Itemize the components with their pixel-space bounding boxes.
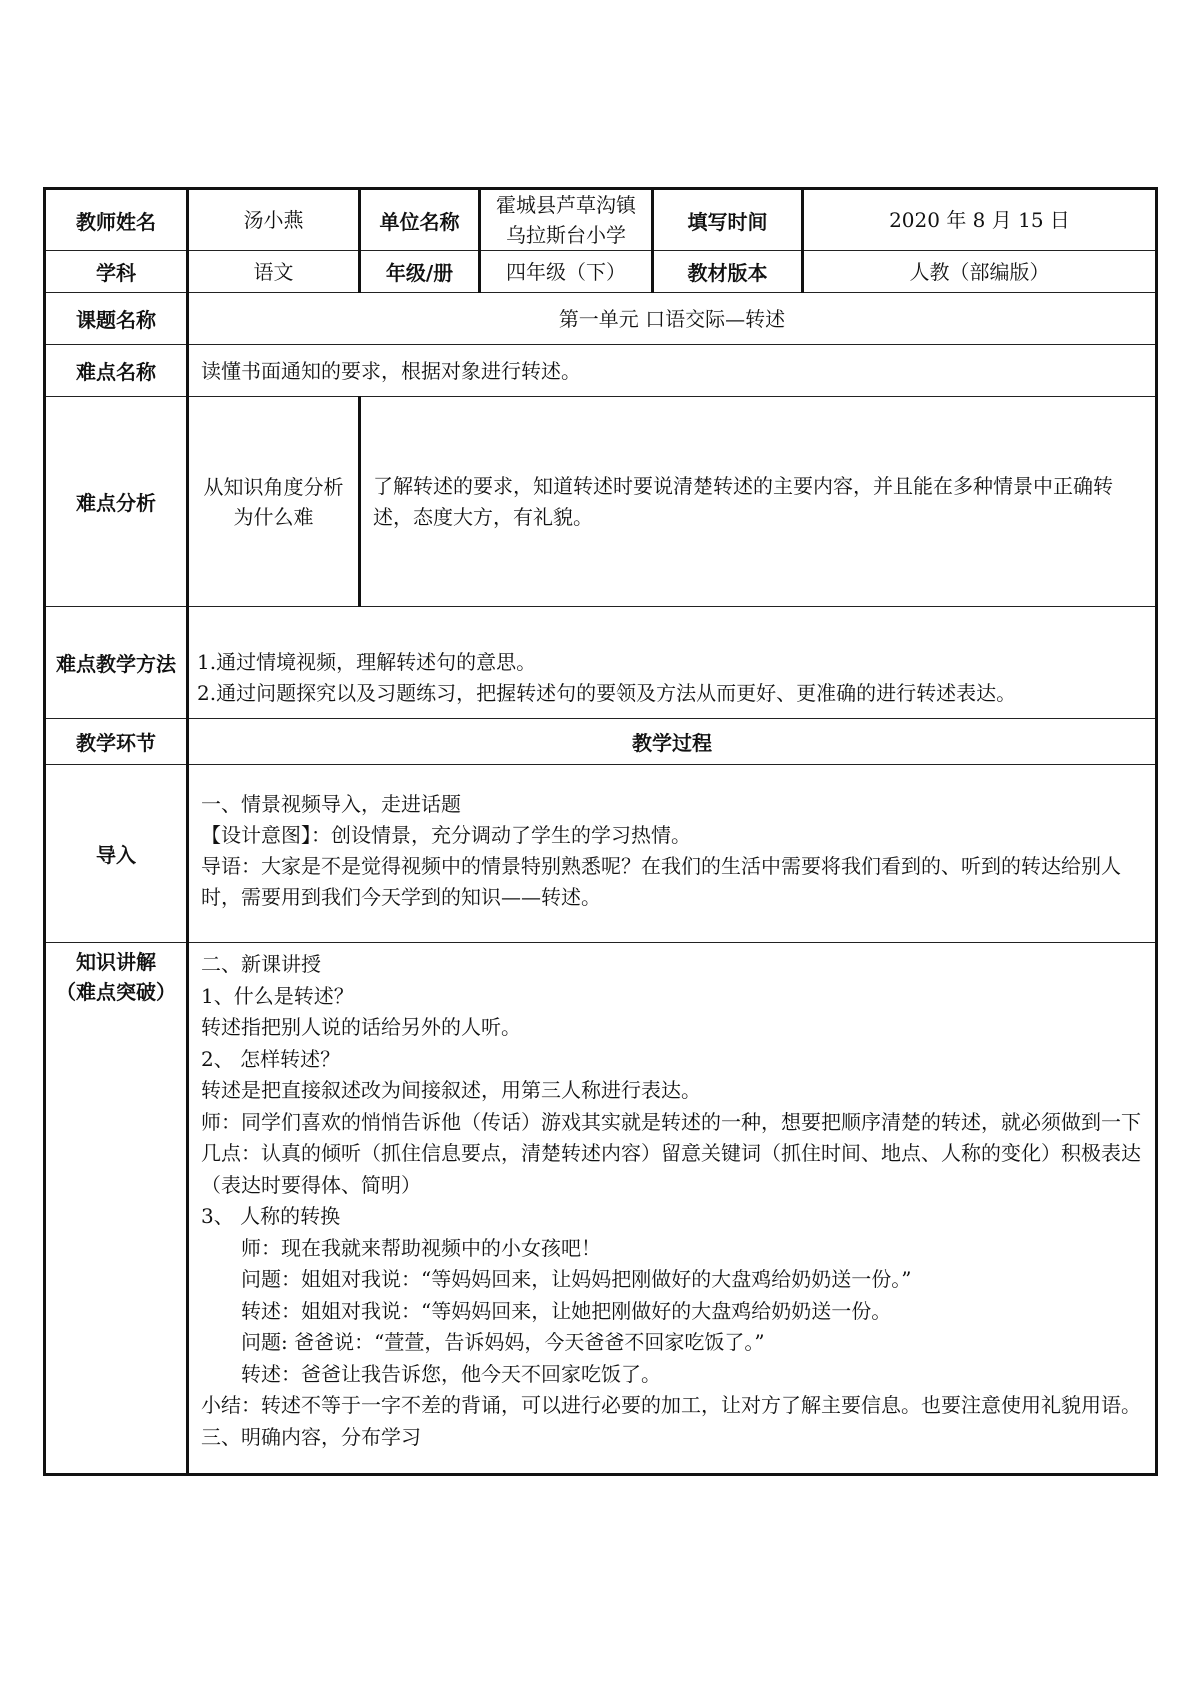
grade-label: 年级/册 [360,251,480,293]
intro-line: 导语：大家是不是觉得视频中的情景特别熟悉呢？在我们的生活中需要将我们看到的、听到的转达给别人时，需要用到我们今天学到的知识——转述。 [201,854,1121,909]
row-process-header [45,719,1157,765]
knowledge-line: 1、什么是转述？ [201,983,354,1008]
stage-header: 教学环节 [45,719,188,765]
teacher-value: 汤小燕 [188,189,360,251]
date-value: 2020 年 8 月 15 日 [803,189,1157,251]
unit-value-line1: 霍城县芦草沟镇 [496,193,636,217]
knowledge-line: 2、 怎样转述？ [201,1046,341,1071]
row-difficulty [45,345,1157,397]
unit-value [480,189,653,251]
edition-label: 教材版本 [653,251,803,293]
analysis-label: 难点分析 [45,397,188,607]
knowledge-indented-line: 师：现在我就来帮助视频中的小女孩吧！ [241,1235,601,1260]
unit-value-line2: 乌拉斯台小学 [506,223,626,247]
subject-value: 语文 [188,251,360,293]
knowledge-label-line2: （难点突破） [56,980,176,1004]
grade-value: 四年级（下） [480,251,653,293]
analysis-sub-label-line2: 为什么难 [233,504,314,529]
row-analysis [45,397,1157,607]
topic-label: 课题名称 [45,293,188,345]
knowledge-indented-line: 问题: 爸爸说：“萱萱，告诉妈妈，今天爸爸不回家吃饭了。” [241,1330,765,1354]
subject-label: 学科 [45,251,188,293]
process-header: 教学过程 [188,719,1157,765]
analysis-sub-label [188,397,360,607]
knowledge-indented-line: 转述：姐姐对我说：“等妈妈回来，让她把刚做好的大盘鸡给奶奶送一份。 [241,1298,892,1323]
method-label: 难点教学方法 [45,607,188,719]
row-knowledge [45,943,1157,1475]
knowledge-indented-line: 转述：爸爸让我告诉您，他今天不回家吃饭了。 [241,1361,661,1386]
intro-line: 【设计意图】：创设情景，充分调动了学生的学习热情。 [201,823,691,847]
method-line-2: 2.通过问题探究以及习题练习，把握转述句的要领及方法从而更好、更准确的进行转述表达。 [197,680,1017,705]
method-line-1: 1.通过情境视频，理解转述句的意思。 [197,649,537,674]
knowledge-label [45,943,188,1475]
method-value [188,607,1157,719]
unit-label: 单位名称 [360,189,480,251]
knowledge-line: 3、 人称的转换 [201,1204,341,1228]
teacher-label: 教师姓名 [45,189,188,251]
knowledge-label-line1: 知识讲解 [76,950,156,974]
row-method [45,607,1157,719]
knowledge-content [188,943,1157,1475]
topic-value: 第一单元 口语交际—转述 [188,293,1157,345]
knowledge-line: 小结：转述不等于一字不差的背诵，可以进行必要的加工，让对方了解主要信息。也要注意使用礼貌用语。 [201,1393,1141,1417]
difficulty-label: 难点名称 [45,345,188,397]
knowledge-line: 转述指把别人说的话给另外的人听。 [201,1015,521,1039]
analysis-sub-label-line1: 从知识角度分析 [203,474,344,499]
knowledge-line: 三、明确内容，分布学习 [201,1424,421,1449]
row-subject [45,251,1157,293]
knowledge-line: 二、新课讲授 [201,952,321,976]
knowledge-indented-line: 问题：姐姐对我说：“等妈妈回来，让妈妈把刚做好的大盘鸡给奶奶送一份。” [241,1267,912,1291]
row-intro [45,765,1157,943]
row-teacher [45,189,1157,251]
analysis-value: 了解转述的要求，知道转述时要说清楚转述的主要内容，并且能在多种情景中正确转述，态度大方，有礼貌。 [360,397,1157,607]
difficulty-value: 读懂书面通知的要求，根据对象进行转述。 [188,345,1157,397]
knowledge-line: 师：同学们喜欢的悄悄告诉他（传话）游戏其实就是转述的一种，想要把顺序清楚的转述，就必须做到一下几点：认真的倾听（抓住信息要点，清楚转述内容）留意关键词（抓住时间、地点、人称的变化）积极表达（表达时要得体、简明） [201,1109,1141,1197]
lesson-plan-table [43,187,1158,1476]
date-label: 填写时间 [653,189,803,251]
row-topic [45,293,1157,345]
edition-value: 人教（部编版） [803,251,1157,293]
intro-label: 导入 [45,765,188,943]
intro-content [188,765,1157,943]
knowledge-line: 转述是把直接叙述改为间接叙述，用第三人称进行表达。 [201,1078,701,1102]
intro-line: 一、情景视频导入，走进话题 [201,792,461,816]
